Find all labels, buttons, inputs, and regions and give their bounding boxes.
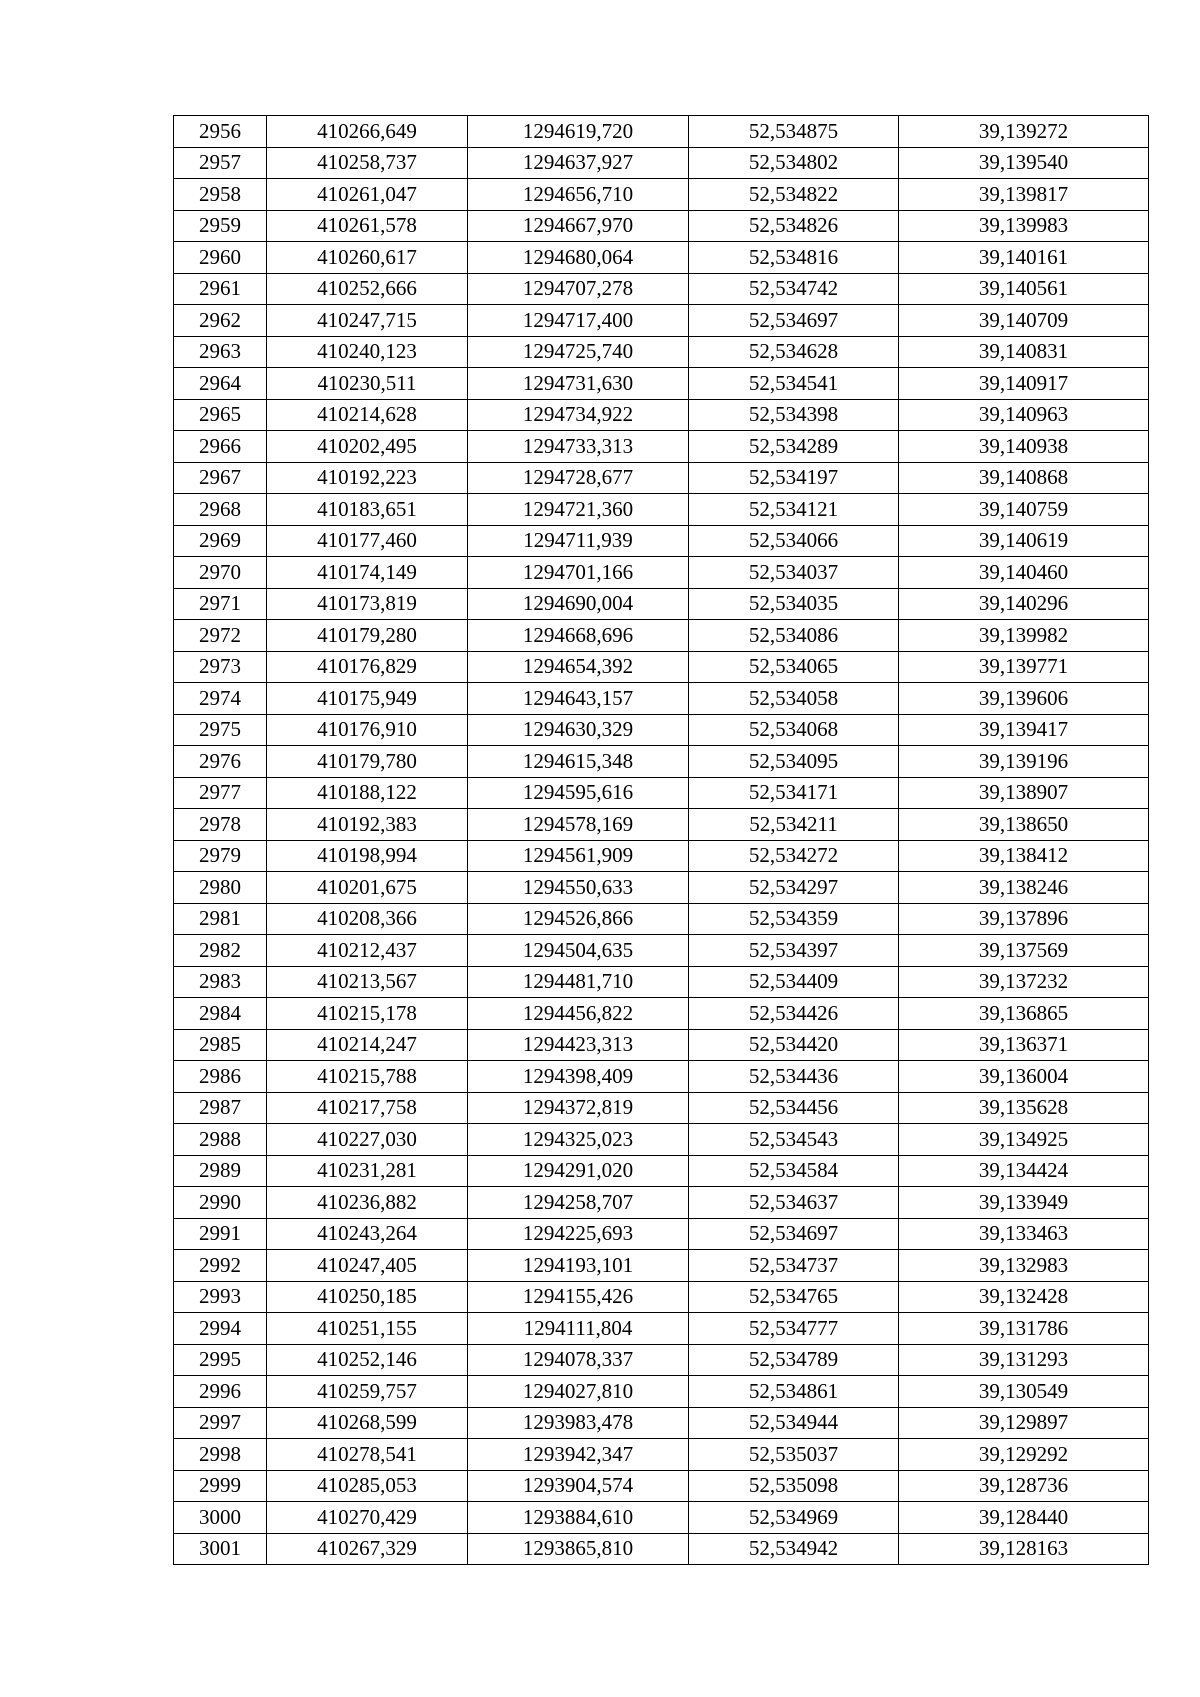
y-coordinate-cell: 1294398,409 <box>468 1061 689 1093</box>
longitude-cell: 39,130549 <box>899 1376 1149 1408</box>
latitude-cell: 52,534944 <box>689 1407 899 1439</box>
x-coordinate-cell: 410267,329 <box>267 1533 468 1565</box>
y-coordinate-cell: 1294595,616 <box>468 777 689 809</box>
latitude-cell: 52,534065 <box>689 651 899 683</box>
x-coordinate-cell: 410251,155 <box>267 1313 468 1345</box>
latitude-cell: 52,534058 <box>689 683 899 715</box>
latitude-cell: 52,534584 <box>689 1155 899 1187</box>
latitude-cell: 52,534942 <box>689 1533 899 1565</box>
x-coordinate-cell: 410268,599 <box>267 1407 468 1439</box>
point-number-cell: 2965 <box>174 399 267 431</box>
y-coordinate-cell: 1294733,313 <box>468 431 689 463</box>
latitude-cell: 52,534826 <box>689 210 899 242</box>
y-coordinate-cell: 1294481,710 <box>468 966 689 998</box>
y-coordinate-cell: 1294078,337 <box>468 1344 689 1376</box>
longitude-cell: 39,128440 <box>899 1502 1149 1534</box>
y-coordinate-cell: 1294680,064 <box>468 242 689 274</box>
longitude-cell: 39,139982 <box>899 620 1149 652</box>
x-coordinate-cell: 410258,737 <box>267 147 468 179</box>
latitude-cell: 52,534789 <box>689 1344 899 1376</box>
table-row <box>174 431 1149 463</box>
latitude-cell: 52,534765 <box>689 1281 899 1313</box>
x-coordinate-cell: 410214,247 <box>267 1029 468 1061</box>
y-coordinate-cell: 1294721,360 <box>468 494 689 526</box>
longitude-cell: 39,140460 <box>899 557 1149 589</box>
longitude-cell: 39,139417 <box>899 714 1149 746</box>
x-coordinate-cell: 410201,675 <box>267 872 468 904</box>
x-coordinate-cell: 410236,882 <box>267 1187 468 1219</box>
table-row <box>174 116 1149 148</box>
y-coordinate-cell: 1294111,804 <box>468 1313 689 1345</box>
point-number-cell: 2967 <box>174 462 267 494</box>
table-row <box>174 683 1149 715</box>
table-row <box>174 557 1149 589</box>
point-number-cell: 2977 <box>174 777 267 809</box>
longitude-cell: 39,138907 <box>899 777 1149 809</box>
point-number-cell: 2989 <box>174 1155 267 1187</box>
table-row <box>174 903 1149 935</box>
x-coordinate-cell: 410179,780 <box>267 746 468 778</box>
x-coordinate-cell: 410183,651 <box>267 494 468 526</box>
y-coordinate-cell: 1294725,740 <box>468 336 689 368</box>
longitude-cell: 39,140831 <box>899 336 1149 368</box>
longitude-cell: 39,138412 <box>899 840 1149 872</box>
x-coordinate-cell: 410231,281 <box>267 1155 468 1187</box>
longitude-cell: 39,138246 <box>899 872 1149 904</box>
x-coordinate-cell: 410213,567 <box>267 966 468 998</box>
table-row <box>174 746 1149 778</box>
x-coordinate-cell: 410261,047 <box>267 179 468 211</box>
longitude-cell: 39,139817 <box>899 179 1149 211</box>
latitude-cell: 52,534777 <box>689 1313 899 1345</box>
x-coordinate-cell: 410192,383 <box>267 809 468 841</box>
point-number-cell: 2988 <box>174 1124 267 1156</box>
table-row <box>174 1533 1149 1565</box>
x-coordinate-cell: 410217,758 <box>267 1092 468 1124</box>
y-coordinate-cell: 1294734,922 <box>468 399 689 431</box>
coordinates-table-body <box>174 116 1149 1565</box>
longitude-cell: 39,139540 <box>899 147 1149 179</box>
table-row <box>174 588 1149 620</box>
table-row <box>174 1092 1149 1124</box>
x-coordinate-cell: 410230,511 <box>267 368 468 400</box>
table-row <box>174 872 1149 904</box>
y-coordinate-cell: 1294526,866 <box>468 903 689 935</box>
y-coordinate-cell: 1294225,693 <box>468 1218 689 1250</box>
latitude-cell: 52,534456 <box>689 1092 899 1124</box>
point-number-cell: 2980 <box>174 872 267 904</box>
latitude-cell: 52,534861 <box>689 1376 899 1408</box>
y-coordinate-cell: 1294717,400 <box>468 305 689 337</box>
y-coordinate-cell: 1293904,574 <box>468 1470 689 1502</box>
latitude-cell: 52,534541 <box>689 368 899 400</box>
x-coordinate-cell: 410240,123 <box>267 336 468 368</box>
longitude-cell: 39,133463 <box>899 1218 1149 1250</box>
longitude-cell: 39,135628 <box>899 1092 1149 1124</box>
longitude-cell: 39,140161 <box>899 242 1149 274</box>
y-coordinate-cell: 1294643,157 <box>468 683 689 715</box>
point-number-cell: 2961 <box>174 273 267 305</box>
latitude-cell: 52,534272 <box>689 840 899 872</box>
y-coordinate-cell: 1294423,313 <box>468 1029 689 1061</box>
point-number-cell: 2994 <box>174 1313 267 1345</box>
point-number-cell: 2970 <box>174 557 267 589</box>
y-coordinate-cell: 1294637,927 <box>468 147 689 179</box>
x-coordinate-cell: 410179,280 <box>267 620 468 652</box>
y-coordinate-cell: 1294615,348 <box>468 746 689 778</box>
table-row <box>174 462 1149 494</box>
y-coordinate-cell: 1294690,004 <box>468 588 689 620</box>
x-coordinate-cell: 410266,649 <box>267 116 468 148</box>
table-row <box>174 1502 1149 1534</box>
longitude-cell: 39,140868 <box>899 462 1149 494</box>
table-row <box>174 494 1149 526</box>
x-coordinate-cell: 410174,149 <box>267 557 468 589</box>
latitude-cell: 52,534737 <box>689 1250 899 1282</box>
latitude-cell: 52,534409 <box>689 966 899 998</box>
latitude-cell: 52,534171 <box>689 777 899 809</box>
table-row <box>174 714 1149 746</box>
table-row <box>174 1313 1149 1345</box>
table-row <box>174 1218 1149 1250</box>
x-coordinate-cell: 410173,819 <box>267 588 468 620</box>
longitude-cell: 39,131786 <box>899 1313 1149 1345</box>
point-number-cell: 2997 <box>174 1407 267 1439</box>
x-coordinate-cell: 410188,122 <box>267 777 468 809</box>
table-row <box>174 1124 1149 1156</box>
x-coordinate-cell: 410208,366 <box>267 903 468 935</box>
table-row <box>174 242 1149 274</box>
point-number-cell: 2976 <box>174 746 267 778</box>
x-coordinate-cell: 410215,178 <box>267 998 468 1030</box>
table-row <box>174 1344 1149 1376</box>
y-coordinate-cell: 1294578,169 <box>468 809 689 841</box>
table-row <box>174 273 1149 305</box>
x-coordinate-cell: 410215,788 <box>267 1061 468 1093</box>
x-coordinate-cell: 410247,715 <box>267 305 468 337</box>
longitude-cell: 39,139606 <box>899 683 1149 715</box>
longitude-cell: 39,128736 <box>899 1470 1149 1502</box>
y-coordinate-cell: 1294561,909 <box>468 840 689 872</box>
point-number-cell: 2968 <box>174 494 267 526</box>
y-coordinate-cell: 1293884,610 <box>468 1502 689 1534</box>
latitude-cell: 52,535037 <box>689 1439 899 1471</box>
longitude-cell: 39,139272 <box>899 116 1149 148</box>
longitude-cell: 39,136371 <box>899 1029 1149 1061</box>
x-coordinate-cell: 410212,437 <box>267 935 468 967</box>
point-number-cell: 2990 <box>174 1187 267 1219</box>
x-coordinate-cell: 410259,757 <box>267 1376 468 1408</box>
latitude-cell: 52,534742 <box>689 273 899 305</box>
point-number-cell: 2963 <box>174 336 267 368</box>
point-number-cell: 2960 <box>174 242 267 274</box>
longitude-cell: 39,140296 <box>899 588 1149 620</box>
point-number-cell: 2983 <box>174 966 267 998</box>
latitude-cell: 52,534426 <box>689 998 899 1030</box>
x-coordinate-cell: 410278,541 <box>267 1439 468 1471</box>
latitude-cell: 52,534816 <box>689 242 899 274</box>
point-number-cell: 2986 <box>174 1061 267 1093</box>
longitude-cell: 39,140759 <box>899 494 1149 526</box>
longitude-cell: 39,140709 <box>899 305 1149 337</box>
x-coordinate-cell: 410202,495 <box>267 431 468 463</box>
latitude-cell: 52,534436 <box>689 1061 899 1093</box>
table-row <box>174 1250 1149 1282</box>
y-coordinate-cell: 1294155,426 <box>468 1281 689 1313</box>
x-coordinate-cell: 410260,617 <box>267 242 468 274</box>
latitude-cell: 52,534875 <box>689 116 899 148</box>
y-coordinate-cell: 1294027,810 <box>468 1376 689 1408</box>
x-coordinate-cell: 410247,405 <box>267 1250 468 1282</box>
y-coordinate-cell: 1294728,677 <box>468 462 689 494</box>
point-number-cell: 2969 <box>174 525 267 557</box>
point-number-cell: 2982 <box>174 935 267 967</box>
y-coordinate-cell: 1294667,970 <box>468 210 689 242</box>
x-coordinate-cell: 410250,185 <box>267 1281 468 1313</box>
x-coordinate-cell: 410198,994 <box>267 840 468 872</box>
point-number-cell: 2971 <box>174 588 267 620</box>
longitude-cell: 39,129292 <box>899 1439 1149 1471</box>
table-row <box>174 651 1149 683</box>
x-coordinate-cell: 410252,666 <box>267 273 468 305</box>
longitude-cell: 39,139196 <box>899 746 1149 778</box>
longitude-cell: 39,137232 <box>899 966 1149 998</box>
longitude-cell: 39,136865 <box>899 998 1149 1030</box>
y-coordinate-cell: 1294291,020 <box>468 1155 689 1187</box>
coordinates-table <box>173 115 1149 1565</box>
latitude-cell: 52,534095 <box>689 746 899 778</box>
point-number-cell: 2987 <box>174 1092 267 1124</box>
point-number-cell: 2995 <box>174 1344 267 1376</box>
latitude-cell: 52,534822 <box>689 179 899 211</box>
table-row <box>174 777 1149 809</box>
longitude-cell: 39,137569 <box>899 935 1149 967</box>
longitude-cell: 39,140561 <box>899 273 1149 305</box>
table-row <box>174 399 1149 431</box>
latitude-cell: 52,534359 <box>689 903 899 935</box>
table-row <box>174 147 1149 179</box>
longitude-cell: 39,140917 <box>899 368 1149 400</box>
latitude-cell: 52,534397 <box>689 935 899 967</box>
point-number-cell: 3001 <box>174 1533 267 1565</box>
latitude-cell: 52,534086 <box>689 620 899 652</box>
x-coordinate-cell: 410176,910 <box>267 714 468 746</box>
y-coordinate-cell: 1294707,278 <box>468 273 689 305</box>
latitude-cell: 52,534297 <box>689 872 899 904</box>
point-number-cell: 2975 <box>174 714 267 746</box>
table-row <box>174 1155 1149 1187</box>
y-coordinate-cell: 1294258,707 <box>468 1187 689 1219</box>
point-number-cell: 2958 <box>174 179 267 211</box>
y-coordinate-cell: 1294656,710 <box>468 179 689 211</box>
x-coordinate-cell: 410261,578 <box>267 210 468 242</box>
longitude-cell: 39,139771 <box>899 651 1149 683</box>
point-number-cell: 2981 <box>174 903 267 935</box>
table-row <box>174 305 1149 337</box>
latitude-cell: 52,534197 <box>689 462 899 494</box>
point-number-cell: 2993 <box>174 1281 267 1313</box>
longitude-cell: 39,140938 <box>899 431 1149 463</box>
point-number-cell: 2999 <box>174 1470 267 1502</box>
y-coordinate-cell: 1294711,939 <box>468 525 689 557</box>
latitude-cell: 52,534211 <box>689 809 899 841</box>
latitude-cell: 52,534289 <box>689 431 899 463</box>
point-number-cell: 2972 <box>174 620 267 652</box>
point-number-cell: 2984 <box>174 998 267 1030</box>
y-coordinate-cell: 1293865,810 <box>468 1533 689 1565</box>
y-coordinate-cell: 1294325,023 <box>468 1124 689 1156</box>
y-coordinate-cell: 1294456,822 <box>468 998 689 1030</box>
y-coordinate-cell: 1294504,635 <box>468 935 689 967</box>
point-number-cell: 2991 <box>174 1218 267 1250</box>
point-number-cell: 2985 <box>174 1029 267 1061</box>
table-row <box>174 966 1149 998</box>
longitude-cell: 39,137896 <box>899 903 1149 935</box>
latitude-cell: 52,535098 <box>689 1470 899 1502</box>
latitude-cell: 52,534543 <box>689 1124 899 1156</box>
table-row <box>174 1376 1149 1408</box>
table-row <box>174 840 1149 872</box>
latitude-cell: 52,534420 <box>689 1029 899 1061</box>
longitude-cell: 39,131293 <box>899 1344 1149 1376</box>
table-row <box>174 935 1149 967</box>
point-number-cell: 2998 <box>174 1439 267 1471</box>
latitude-cell: 52,534066 <box>689 525 899 557</box>
latitude-cell: 52,534035 <box>689 588 899 620</box>
table-row <box>174 1407 1149 1439</box>
longitude-cell: 39,132428 <box>899 1281 1149 1313</box>
y-coordinate-cell: 1294550,633 <box>468 872 689 904</box>
x-coordinate-cell: 410175,949 <box>267 683 468 715</box>
x-coordinate-cell: 410177,460 <box>267 525 468 557</box>
table-row <box>174 809 1149 841</box>
y-coordinate-cell: 1294701,166 <box>468 557 689 589</box>
longitude-cell: 39,133949 <box>899 1187 1149 1219</box>
table-row <box>174 1281 1149 1313</box>
table-row <box>174 1061 1149 1093</box>
point-number-cell: 2966 <box>174 431 267 463</box>
y-coordinate-cell: 1294619,720 <box>468 116 689 148</box>
table-row <box>174 1187 1149 1219</box>
x-coordinate-cell: 410243,264 <box>267 1218 468 1250</box>
point-number-cell: 2979 <box>174 840 267 872</box>
longitude-cell: 39,136004 <box>899 1061 1149 1093</box>
x-coordinate-cell: 410214,628 <box>267 399 468 431</box>
table-row <box>174 1029 1149 1061</box>
longitude-cell: 39,128163 <box>899 1533 1149 1565</box>
y-coordinate-cell: 1294668,696 <box>468 620 689 652</box>
point-number-cell: 2959 <box>174 210 267 242</box>
point-number-cell: 2964 <box>174 368 267 400</box>
longitude-cell: 39,140963 <box>899 399 1149 431</box>
x-coordinate-cell: 410192,223 <box>267 462 468 494</box>
y-coordinate-cell: 1294654,392 <box>468 651 689 683</box>
longitude-cell: 39,132983 <box>899 1250 1149 1282</box>
table-row <box>174 210 1149 242</box>
table-row <box>174 368 1149 400</box>
point-number-cell: 2996 <box>174 1376 267 1408</box>
point-number-cell: 2962 <box>174 305 267 337</box>
x-coordinate-cell: 410227,030 <box>267 1124 468 1156</box>
y-coordinate-cell: 1293983,478 <box>468 1407 689 1439</box>
y-coordinate-cell: 1294630,329 <box>468 714 689 746</box>
latitude-cell: 52,534628 <box>689 336 899 368</box>
table-row <box>174 336 1149 368</box>
point-number-cell: 2956 <box>174 116 267 148</box>
longitude-cell: 39,139983 <box>899 210 1149 242</box>
y-coordinate-cell: 1294731,630 <box>468 368 689 400</box>
x-coordinate-cell: 410252,146 <box>267 1344 468 1376</box>
point-number-cell: 2957 <box>174 147 267 179</box>
table-row <box>174 1439 1149 1471</box>
y-coordinate-cell: 1294193,101 <box>468 1250 689 1282</box>
point-number-cell: 2978 <box>174 809 267 841</box>
longitude-cell: 39,140619 <box>899 525 1149 557</box>
latitude-cell: 52,534037 <box>689 557 899 589</box>
latitude-cell: 52,534802 <box>689 147 899 179</box>
latitude-cell: 52,534697 <box>689 305 899 337</box>
latitude-cell: 52,534398 <box>689 399 899 431</box>
table-row <box>174 620 1149 652</box>
longitude-cell: 39,134925 <box>899 1124 1149 1156</box>
table-row <box>174 179 1149 211</box>
longitude-cell: 39,134424 <box>899 1155 1149 1187</box>
table-row <box>174 1470 1149 1502</box>
latitude-cell: 52,534637 <box>689 1187 899 1219</box>
y-coordinate-cell: 1294372,819 <box>468 1092 689 1124</box>
longitude-cell: 39,138650 <box>899 809 1149 841</box>
latitude-cell: 52,534697 <box>689 1218 899 1250</box>
latitude-cell: 52,534068 <box>689 714 899 746</box>
longitude-cell: 39,129897 <box>899 1407 1149 1439</box>
x-coordinate-cell: 410270,429 <box>267 1502 468 1534</box>
point-number-cell: 2973 <box>174 651 267 683</box>
x-coordinate-cell: 410285,053 <box>267 1470 468 1502</box>
x-coordinate-cell: 410176,829 <box>267 651 468 683</box>
table-row <box>174 998 1149 1030</box>
point-number-cell: 2992 <box>174 1250 267 1282</box>
table-row <box>174 525 1149 557</box>
latitude-cell: 52,534969 <box>689 1502 899 1534</box>
latitude-cell: 52,534121 <box>689 494 899 526</box>
point-number-cell: 2974 <box>174 683 267 715</box>
y-coordinate-cell: 1293942,347 <box>468 1439 689 1471</box>
point-number-cell: 3000 <box>174 1502 267 1534</box>
